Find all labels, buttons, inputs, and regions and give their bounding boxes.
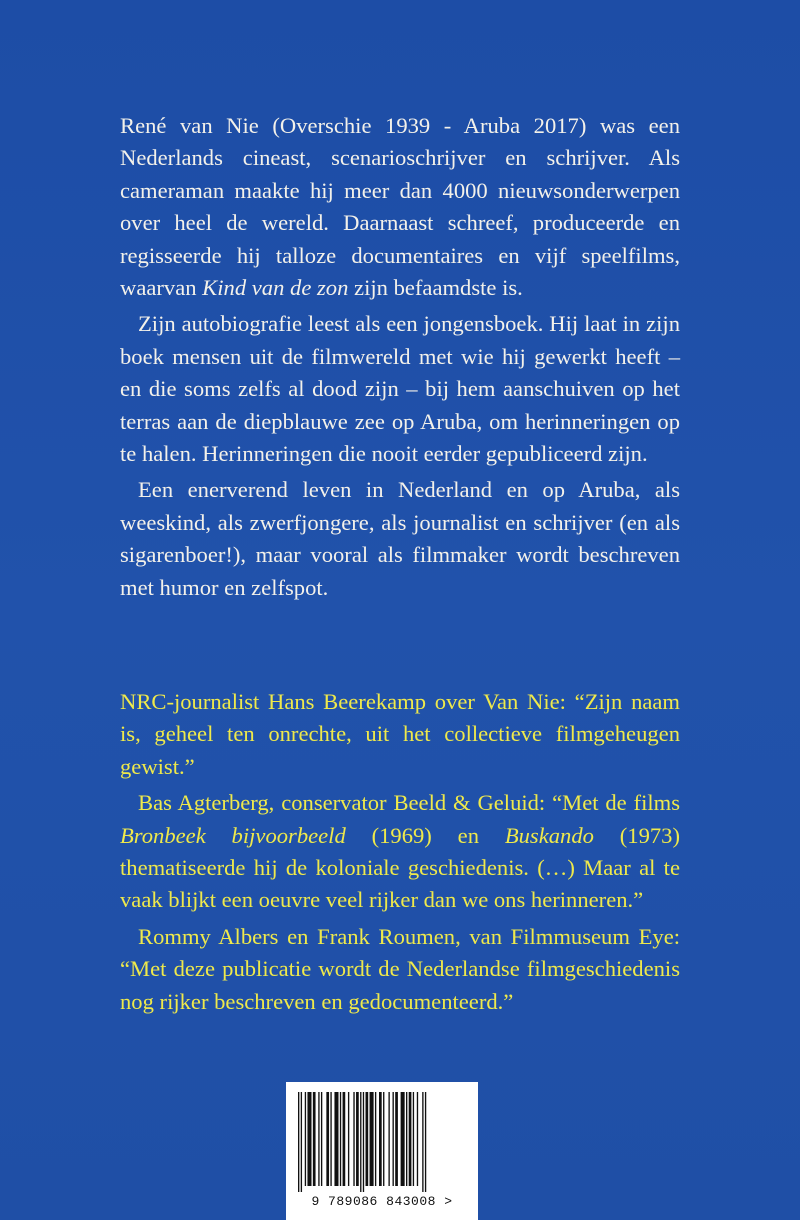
film-title: Bronbeek bijvoorbeeld (120, 822, 346, 848)
film-title: Buskando (504, 822, 594, 848)
bio-text: René van Nie (Overschie 1939 - Aruba 2017) was een Nederlands cineast, scenarioschrijver en schrijver. Als cameraman maakte hij meer dan 4000 nieuwsonderwerpen over heel de wereld. Daarnaast schreef, produceerde en regisseerde hij talloze documentaires en vijf speelfilms, waarvan (120, 113, 680, 301)
bio-paragraph-1 (120, 110, 680, 304)
barcode-bar (388, 1092, 389, 1186)
barcode-bar (379, 1092, 382, 1186)
isbn-number: 9 789086 843008 > (311, 1194, 453, 1209)
review-quotes (120, 686, 680, 1018)
barcode-bar (413, 1092, 414, 1186)
barcode-bar (417, 1092, 418, 1186)
bio-text: zijn befaamdste is. (348, 275, 523, 301)
barcode-bars (296, 1092, 468, 1192)
isbn-barcode (286, 1082, 478, 1220)
barcode-bar (366, 1092, 369, 1186)
barcode-bar (393, 1092, 394, 1186)
barcode-bar (383, 1092, 384, 1186)
barcode-bar (395, 1092, 398, 1186)
barcode-bar (348, 1092, 349, 1186)
film-title: Kind van de zon (202, 275, 349, 301)
barcode-bar (425, 1092, 426, 1192)
barcode-bar (340, 1092, 341, 1186)
quote-text: (1973) thematiseerde hij de koloniale geschiedenis. (…) Maar al te vaak blijkt een oeuvre veel rijker dan we ons herinneren.” (120, 822, 681, 913)
barcode-bar (298, 1092, 299, 1192)
bio-paragraph-2: Zijn autobiografie leest als een jongensboek. Hij laat in zijn boek mensen uit de filmwereld met wie hij gewerkt heeft – en die soms zelfs al dood zijn – bij hem aanschuiven op het terras aan de diepblauwe zee op Aruba, om herinneringen op te halen. Herinneringen die nooit eerder gepubliceerd zijn. (120, 311, 680, 467)
quote-beerekamp: NRC-journalist Hans Beerekamp over Van Nie: “Zijn naam is, geheel ten onrechte, uit het collectieve filmgeheugen gewist.” (120, 689, 680, 779)
barcode-bar (363, 1092, 364, 1192)
barcode-bar (301, 1092, 302, 1192)
barcode-bar (360, 1092, 361, 1192)
barcode-bar (370, 1092, 374, 1186)
quote-text: (1969) en (345, 822, 505, 848)
barcode-bar (321, 1092, 322, 1186)
barcode-bar (356, 1092, 359, 1186)
barcode-bar (406, 1092, 407, 1186)
barcode-bar (313, 1092, 316, 1186)
barcode-bar (307, 1092, 311, 1186)
barcode-bar (353, 1092, 354, 1186)
author-biography (120, 110, 680, 604)
barcode-bar (401, 1092, 405, 1186)
quote-agterberg (120, 787, 680, 917)
barcode-bar (375, 1092, 376, 1186)
barcode-bar (334, 1092, 338, 1186)
barcode-bar (305, 1092, 306, 1186)
barcode-bar (330, 1092, 331, 1186)
barcode-bar (409, 1092, 412, 1186)
quote-text: Bas Agterberg, conservator Beeld & Geluid: “Met de films (138, 790, 680, 816)
barcode-bar (422, 1092, 423, 1192)
bio-paragraph-3: Een enerverend leven in Nederland en op Aruba, als weeskind, als zwerfjongere, als journalist en schrijver (en als sigarenboer!), maar vooral als filmmaker wordt beschreven met humor en zelfspot. (120, 477, 680, 600)
quote-eye: Rommy Albers en Frank Roumen, van Filmmuseum Eye: “Met deze publicatie wordt de Nederlandse filmgeschiedenis nog rijker beschreven en gedocumenteerd.” (120, 923, 680, 1014)
barcode-bar (343, 1092, 346, 1186)
barcode-bar (318, 1092, 319, 1186)
barcode-bar (326, 1092, 329, 1186)
